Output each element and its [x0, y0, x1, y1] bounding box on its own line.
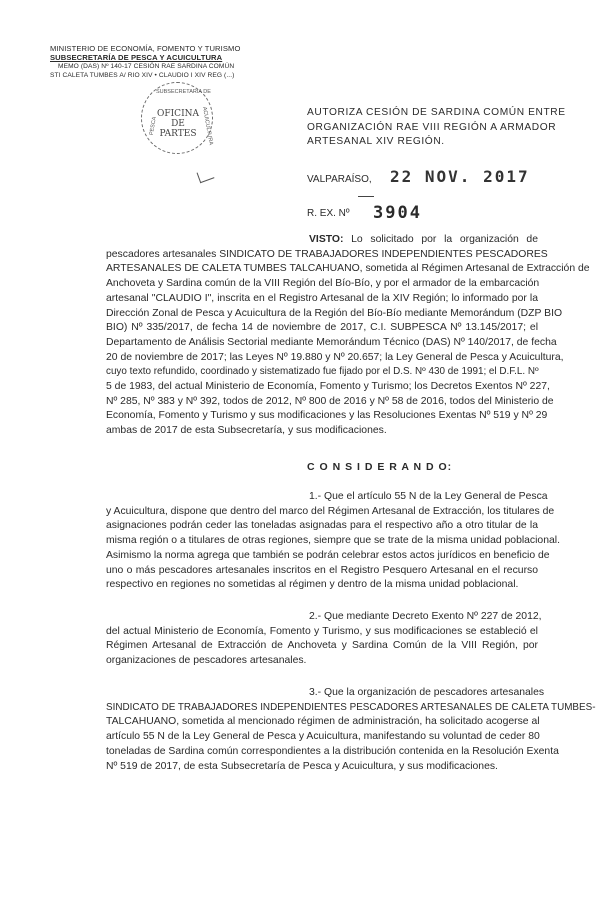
considerando-heading: C O N S I D E R A N D O:	[307, 461, 453, 473]
visto-line: BIO) Nº 335/2017, de fecha 14 de noviembre de 2017, C.I. SUBPESCA Nº 13.145/2017; el	[106, 322, 538, 334]
visto-line: 20 de noviembre de 2017; las Leyes Nº 19.880 y Nº 20.657; la Ley General de Pesca y Acuicultura,	[106, 351, 564, 363]
paragraph-line: del actual Ministerio de Economía, Fomento y Turismo, y sus modificaciones se estableció el	[106, 625, 538, 637]
paragraph-line: Régimen Artesanal de Extracción de Anchoveta y Sardina Común de la VIII Región, por	[106, 640, 538, 652]
letterhead	[50, 44, 240, 80]
resolution-number: 3904	[373, 203, 422, 223]
document-title	[307, 106, 566, 150]
visto-line: Departamento de Análisis Sectorial mediante Memorándum Técnico (DAS) Nº 140/2017, de fecha	[106, 336, 557, 348]
memo-reference-2: STI CALETA TUMBES A/ RIO XIV • CLAUDIO I XIV REG (...)	[50, 72, 235, 79]
stamp-ring-top: SUBSECRETARIA DE	[156, 89, 211, 95]
visto-line: Lo solicitado por la organización de	[351, 234, 538, 245]
visto-label: VISTO:	[309, 234, 344, 245]
paragraph-line: uno o más pescadores artesanales inscritos en el Registro Pesquero Artesanal en el recurso	[106, 564, 538, 576]
stamp-center-line1: OFICINA DE	[157, 109, 199, 129]
visto-section	[106, 233, 590, 439]
check-mark-icon	[197, 168, 215, 183]
title-line-2: ORGANIZACIÓN RAE VIII REGIÓN A ARMADOR	[307, 121, 557, 133]
paragraph-line: respectivo en regiones no sometidas al régimen y dentro de la misma unidad poblacional.	[106, 579, 519, 591]
visto-line: ARTESANALES DE CALETA TUMBES TALCAHUANO, sometida al Régimen Artesanal de Extracción de	[106, 263, 590, 275]
considerando-paragraph-3	[106, 686, 596, 774]
stamp-ring-right: ACUICULTURA	[201, 106, 214, 146]
visto-line: Nº 285, Nº 383 y Nº 392, todos de 2012, Nº 800 de 2016 y Nº 58 de 2016, todos del Ministerio de	[106, 395, 554, 407]
ministry-name: MINISTERIO DE ECONOMÍA, FOMENTO Y TURISMO	[50, 44, 241, 53]
paragraph-line: Asimismo la norma agrega que también se podrán celebrar estos actos jurídicos en beneficio de	[106, 549, 550, 561]
stamp-center-line2: PARTES	[159, 129, 197, 139]
paragraph-line: TALCAHUANO, sometida al mencionado régimen de administración, ha solicitado acogerse al	[106, 716, 540, 728]
subsecretaria-name: SUBSECRETARÍA DE PESCA Y ACUICULTURA	[50, 53, 223, 62]
considerando-paragraph-1	[106, 490, 560, 593]
visto-line: pescadores artesanales SINDICATO DE TRABAJADORES INDEPENDIENTES PESCADORES	[106, 248, 548, 260]
visto-line: cuyo texto refundido, coordinado y sistematizado fue fijado por el D.S. Nº 430 de 1991; el D.F.L. Nº	[106, 366, 539, 378]
paragraph-line: 3.- Que la organización de pescadores artesanales	[309, 687, 545, 698]
date-place: VALPARAÍSO,	[307, 174, 372, 185]
paragraph-line: Nº 519 de 2017, de esta Subsecretaría de Pesca y Acuicultura, y sus modificaciones.	[106, 760, 498, 772]
visto-line: Anchoveta y Sardina común de la VIII Región del Bío-Bío, y por el armador de la embarcación	[106, 278, 540, 290]
handwritten-mark	[358, 196, 374, 197]
date-value: 22 NOV. 2017	[390, 167, 530, 186]
paragraph-line: SINDICATO DE TRABAJADORES INDEPENDIENTES PESCADORES ARTESANALES DE CALETA TUMBES-	[106, 701, 596, 713]
paragraph-line: organizaciones de pescadores artesanales.	[106, 655, 307, 667]
stamp-ring-left: PESCA	[148, 116, 158, 136]
visto-line: artesanal "CLAUDIO I", inscrita en el Registro Artesanal de la XIV Región; lo informado por la	[106, 292, 538, 304]
paragraph-line: 2.- Que mediante Decreto Exento Nº 227 de 2012,	[309, 611, 542, 622]
visto-line: 5 de 1983, del actual Ministerio de Economía, Fomento y Turismo; los Decretos Exentos Nº 227,	[106, 381, 550, 393]
memo-reference-1: MEMO (DAS) Nº 140-17 CESIÓN RAE SARDINA COMÚN	[58, 63, 235, 70]
title-line-3: ARTESANAL XIV REGIÓN.	[307, 136, 445, 147]
resolution-label: R. EX. Nº	[307, 208, 350, 219]
considerando-paragraph-2	[106, 610, 542, 669]
stamp-center	[154, 109, 202, 139]
title-line-1: AUTORIZA CESIÓN DE SARDINA COMÚN ENTRE	[307, 107, 566, 118]
paragraph-line: y Acuicultura, dispone que dentro del marco del Régimen Artesanal de Extracción, los titulares de	[106, 505, 555, 517]
paragraph-line: artículo 55 N de la Ley General de Pesca y Acuicultura, manifestando su voluntad de ceder 80	[106, 731, 540, 743]
office-stamp	[141, 82, 213, 154]
paragraph-line: toneladas de Sardina común correspondientes a la distribución contenida en la Resolución Exenta	[106, 745, 559, 757]
visto-first-line	[106, 233, 538, 248]
visto-line: Economía, Fomento y Turismo y sus modificaciones y las Resoluciones Exentas Nº 519 y Nº 29	[106, 410, 548, 422]
paragraph-line: 1.- Que el artículo 55 N de la Ley General de Pesca	[309, 491, 548, 502]
visto-line: Dirección Zonal de Pesca y Acuicultura de la Región del Bío-Bío mediante Memorándum (DZP BIO	[106, 307, 563, 319]
visto-line: ambas de 2017 de esta Subsecretaría, y sus modificaciones.	[106, 425, 387, 437]
paragraph-line: asignaciones podrán ceder las toneladas asignadas para el respectivo año a otro titular de la	[106, 520, 538, 532]
paragraph-line: misma región o a titulares de otras regiones, siempre que se trate de la misma unidad poblacional.	[106, 535, 560, 547]
